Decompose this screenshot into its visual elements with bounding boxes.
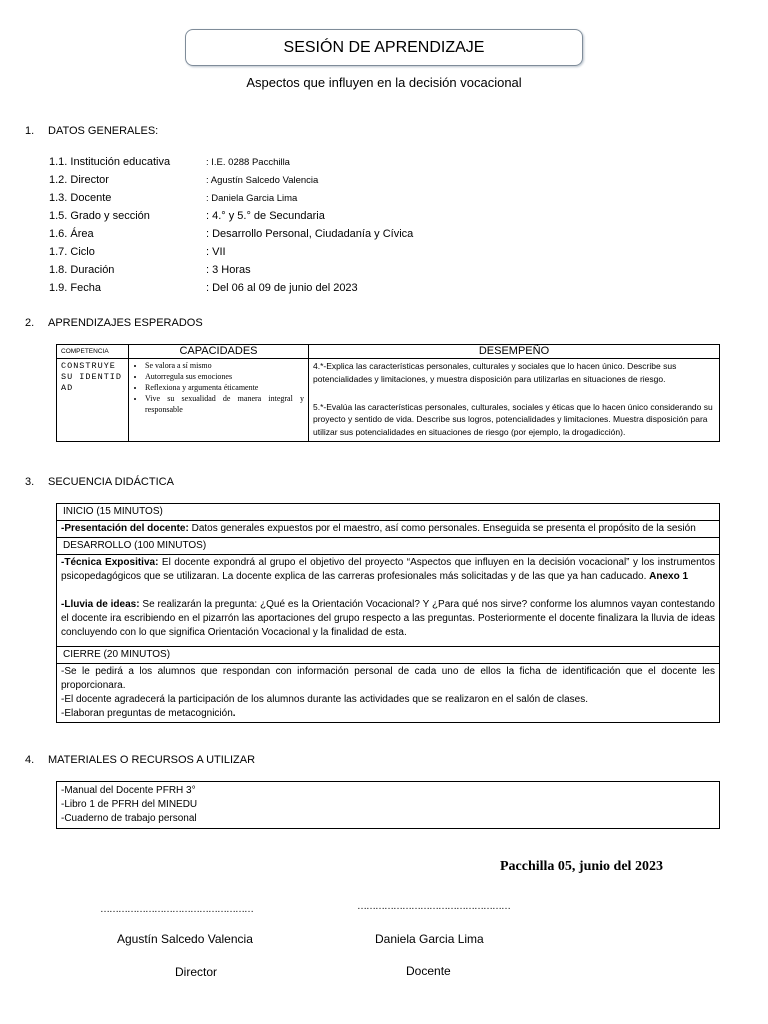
datos-value: : Del 06 al 09 de junio del 2023 bbox=[206, 282, 358, 294]
list-item-text: -Elaboran preguntas de metacognición bbox=[61, 708, 233, 719]
tecnica-expositiva bbox=[61, 556, 715, 584]
datos-label: 1.7. Ciclo bbox=[49, 246, 95, 258]
cierre-title bbox=[57, 647, 720, 664]
capacidades-list bbox=[129, 360, 304, 415]
section-title: DATOS GENERALES: bbox=[48, 125, 159, 137]
section-title: MATERIALES O RECURSOS A UTILIZAR bbox=[48, 754, 256, 766]
datos-value: : Desarrollo Personal, Ciudadanía y Cívica bbox=[206, 228, 414, 240]
inicio-title bbox=[57, 504, 720, 521]
capacidades-header: CAPACIDADES bbox=[129, 345, 309, 359]
list-item: • Vive su sexualidad de manera integral y responsable bbox=[145, 393, 304, 415]
lluvia-text: Se realizarán la pregunta: ¿Qué es la Orientación Vocacional? Y ¿Para qué nos sirve? conforme los alumnos vayan contestando el docente ira escribiendo en el pizarrón las aportaciones del grupo respecto a las preguntas. Posteriormente el docente finalizara la lluvia de ideas concluyendo con lo que significa Orientación Vocacional y la finalidad de esta. bbox=[61, 599, 715, 638]
tecnica-label: -Técnica Expositiva: bbox=[61, 557, 159, 568]
competencia-header: COMPETENCIA bbox=[57, 345, 129, 359]
section-title: APRENDIZAJES ESPERADOS bbox=[48, 317, 203, 329]
datos-label: 1.2. Director bbox=[49, 174, 109, 186]
docente-name: Daniela Garcia Lima bbox=[375, 932, 484, 946]
competencia-cell: CONSTRUYE SU IDENTIDAD bbox=[57, 359, 129, 442]
period: . bbox=[232, 708, 236, 719]
list-item: -Se le pedirá a los alumnos que respondan con información personal de cada uno de ellos la ficha de identificación que el docente les proporcionara. bbox=[61, 666, 715, 691]
desarrollo-title-text: DESARROLLO (100 MINUTOS) bbox=[63, 540, 207, 551]
datos-value: : I.E. 0288 Pacchilla bbox=[206, 157, 290, 168]
aprendizajes-table bbox=[56, 344, 720, 442]
desarrollo-title bbox=[57, 538, 720, 555]
section-title: SECUENCIA DIDÁCTICA bbox=[48, 476, 174, 488]
datos-value: : Daniela Garcia Lima bbox=[206, 193, 298, 204]
list-item bbox=[61, 707, 715, 721]
presentacion-text: Datos generales expuestos por el maestro, así como personales. Enseguida se presenta el propósito de la sesión bbox=[188, 523, 696, 534]
desarrollo-content bbox=[57, 555, 720, 647]
datos-label: 1.5. Grado y sección bbox=[49, 210, 150, 222]
section-number: 2. bbox=[25, 317, 35, 329]
section-4-heading bbox=[25, 754, 425, 768]
datos-label: 1.8. Duración bbox=[49, 264, 115, 276]
datos-value: : 4.° y 5.° de Secundaria bbox=[206, 210, 325, 222]
docente-role: Docente bbox=[406, 964, 451, 978]
anexo-label: Anexo 1 bbox=[649, 571, 689, 582]
datos-label: 1.6. Área bbox=[49, 228, 94, 240]
secuencia-table bbox=[56, 503, 720, 723]
list-item: • Reflexiona y argumenta éticamente bbox=[145, 382, 304, 393]
section-number: 4. bbox=[25, 754, 35, 766]
list-item: -Manual del Docente PFRH 3° bbox=[61, 785, 196, 796]
datos-value: : VII bbox=[206, 246, 226, 258]
datos-label: 1.9. Fecha bbox=[49, 282, 101, 294]
datos-label: 1.3. Docente bbox=[49, 192, 112, 204]
section-3-heading bbox=[25, 476, 325, 490]
presentacion-label: -Presentación del docente: bbox=[61, 523, 189, 534]
director-name: Agustín Salcedo Valencia bbox=[117, 932, 253, 946]
section-2-heading bbox=[25, 317, 325, 331]
desempeno-5: 5.*-Evalúa las características personales, culturales, sociales y éticas que lo hacen único considerando su proyecto y sentido de vida. Describe sus logros, potencialidades y limitaciones. Muestra disposición para utilizar sus potencialidades en situaciones de riesgo (por ejemplo, la drogadicción). bbox=[313, 401, 713, 438]
list-item: • Autorregula sus emociones bbox=[145, 371, 304, 382]
director-role: Director bbox=[175, 965, 218, 979]
inicio-content bbox=[57, 521, 720, 538]
datos-value: : 3 Horas bbox=[206, 264, 251, 276]
list-item: -El docente agradecerá la participación de los alumnos durante las actividades que se realizaron en el salón de clases. bbox=[61, 694, 588, 705]
lluvia-de-ideas bbox=[61, 598, 715, 640]
datos-label: 1.1. Institución educativa bbox=[49, 156, 171, 168]
cierre-content bbox=[57, 664, 720, 723]
tecnica-text: El docente expondrá al grupo el objetivo del proyecto “Aspectos que influyen en la decisión vocacional” y los instrumentos psicopedagógicos que se utilizaran. La docente explica de las carreras profesionales más solicitadas y de las que ya han caducado. bbox=[61, 557, 715, 582]
desempeno-header: DESEMPEÑO bbox=[309, 345, 720, 359]
page-title: SESIÓN DE APRENDIZAJE bbox=[185, 29, 583, 66]
inicio-title-text: INICIO (15 MINUTOS) bbox=[63, 506, 163, 517]
table-header-row bbox=[57, 345, 720, 359]
section-number: 3. bbox=[25, 476, 35, 488]
cierre-title-text: CIERRE (20 MINUTOS) bbox=[63, 649, 171, 660]
list-item: • Se valora a sí mismo bbox=[145, 360, 304, 371]
list-item: -Libro 1 de PFRH del MINEDU bbox=[61, 799, 198, 810]
session-subtitle: Aspectos que influyen en la decisión vocacional bbox=[246, 75, 522, 90]
signature-line-left: …………………………………………… bbox=[100, 904, 253, 915]
section-number: 1. bbox=[25, 125, 35, 137]
place-date: Pacchilla 05, junio del 2023 bbox=[500, 859, 663, 874]
table-row bbox=[57, 359, 720, 442]
section-1-heading bbox=[25, 125, 325, 139]
lluvia-label: -Lluvia de ideas: bbox=[61, 599, 140, 610]
datos-value: : Agustín Salcedo Valencia bbox=[206, 175, 319, 186]
capacidades-cell bbox=[129, 359, 309, 442]
materiales-box bbox=[56, 781, 720, 829]
list-item: -Cuaderno de trabajo personal bbox=[61, 813, 197, 824]
desempeno-4: 4.*-Explica las características personales, culturales y sociales que lo hacen único. Describe sus potencialidades y limitaciones, y muestra disposición para utilizarlas en situaciones de riesgo. bbox=[313, 361, 677, 384]
desempeno-cell bbox=[309, 359, 720, 442]
signature-line-right: …………………………………………… bbox=[357, 901, 510, 912]
